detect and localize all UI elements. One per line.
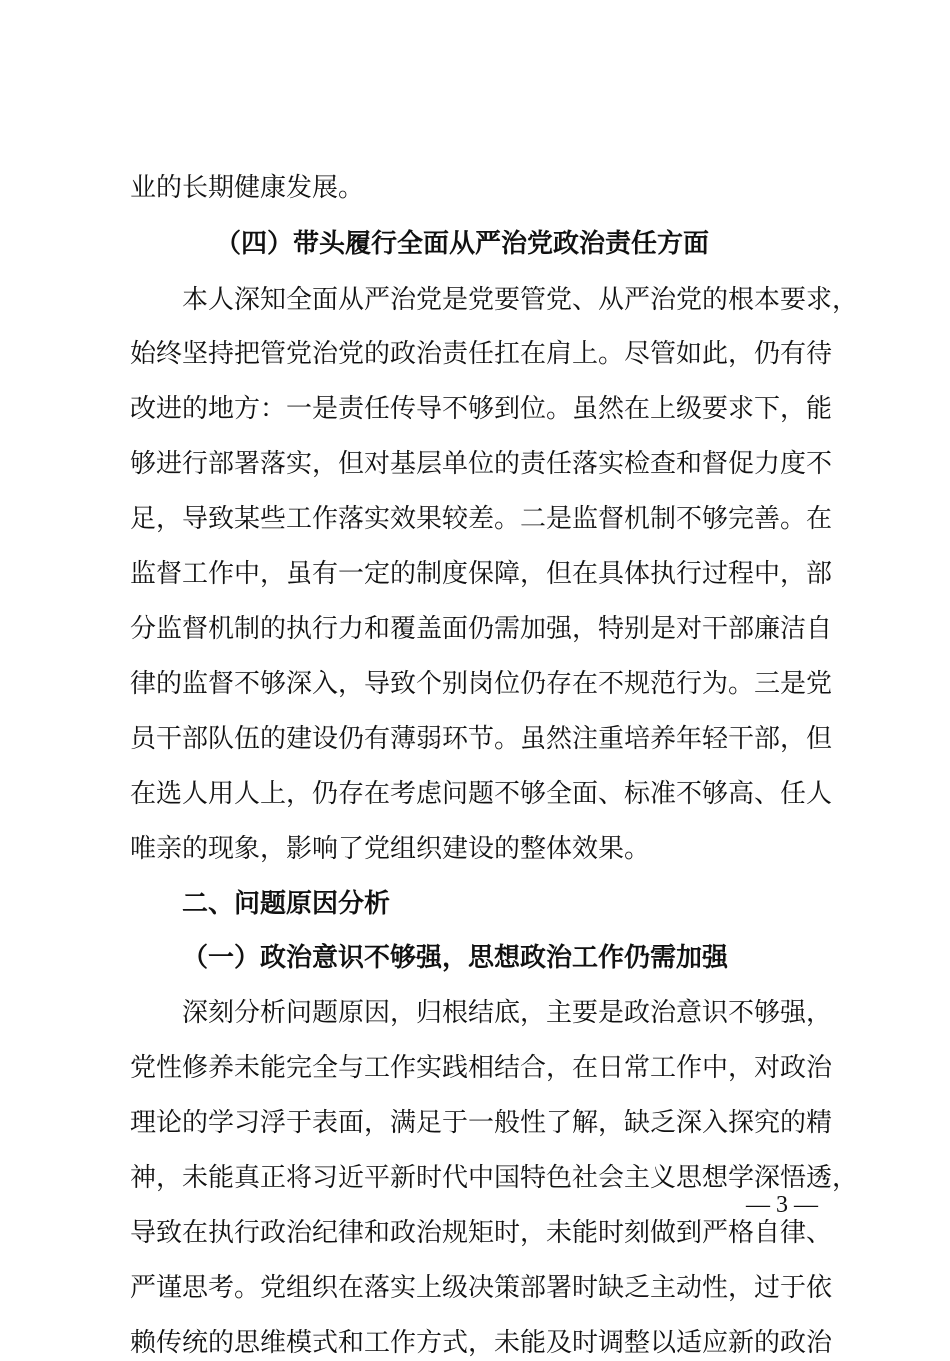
- paragraph-line: 赖传统的思维模式和工作方式，未能及时调整以适应新的政治: [130, 1328, 833, 1358]
- paragraph-line: 党性修养未能完全与工作实践相结合，在日常工作中，对政治: [130, 1053, 833, 1083]
- paragraph-line: 改进的地方：一是责任传导不够到位。虽然在上级要求下，能: [130, 394, 833, 424]
- paragraph-line: 严谨思考。党组织在落实上级决策部署时缺乏主动性，过于依: [130, 1273, 833, 1303]
- paragraph-line: 足，导致某些工作落实效果较差。二是监督机制不够完善。在: [130, 504, 833, 534]
- paragraph-line: 本人深知全面从严治党是党要管党、从严治党的根本要求，: [182, 285, 859, 315]
- paragraph-line: 深刻分析问题原因，归根结底，主要是政治意识不够强，: [182, 998, 833, 1028]
- paragraph-line: 业的长期健康发展。: [130, 173, 365, 203]
- page-number: — 3 —: [746, 1192, 818, 1218]
- paragraph-line: 在选人用人上，仍存在考虑问题不够全面、标准不够高、任人: [130, 779, 833, 809]
- paragraph-line: 律的监督不够深入，导致个别岗位仍存在不规范行为。三是党: [130, 669, 833, 699]
- paragraph-line: 神，未能真正将习近平新时代中国特色社会主义思想学深悟透，: [130, 1163, 859, 1193]
- paragraph-line: 够进行部署落实，但对基层单位的责任落实检查和督促力度不: [130, 449, 833, 479]
- paragraph-line: 导致在执行政治纪律和政治规矩时，未能时刻做到严格自律、: [130, 1218, 833, 1248]
- section-heading-2: 二、问题原因分析: [182, 889, 391, 919]
- paragraph-line: 分监督机制的执行力和覆盖面仍需加强，特别是对干部廉洁自: [130, 614, 833, 644]
- paragraph-line: 始终坚持把管党治党的政治责任扛在肩上。尽管如此，仍有待: [130, 339, 833, 369]
- paragraph-line: 员干部队伍的建设仍有薄弱环节。虽然注重培养年轻干部，但: [130, 724, 833, 754]
- subsection-heading-1: （一）政治意识不够强，思想政治工作仍需加强: [182, 943, 729, 973]
- paragraph-line: 监督工作中，虽有一定的制度保障，但在具体执行过程中，部: [130, 559, 833, 589]
- paragraph-line: 唯亲的现象，影响了党组织建设的整体效果。: [130, 834, 651, 864]
- section-heading-4: （四）带头履行全面从严治党政治责任方面: [215, 229, 710, 259]
- paragraph-line: 理论的学习浮于表面，满足于一般性了解，缺乏深入探究的精: [130, 1108, 833, 1138]
